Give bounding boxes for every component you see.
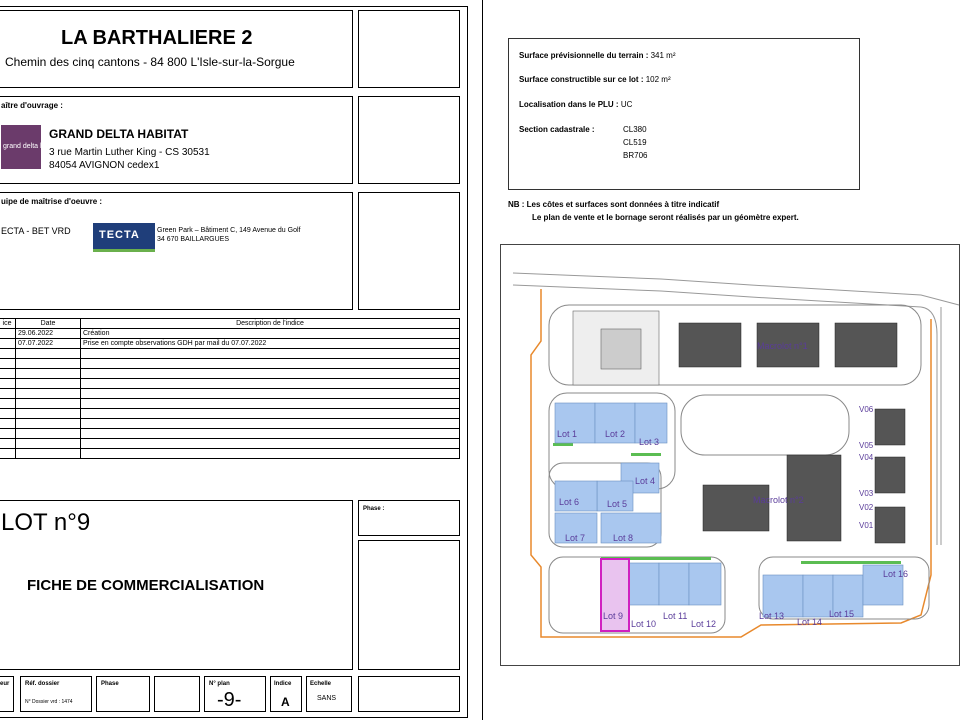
team-role: ECTA - BET VRD <box>1 226 71 236</box>
index-value: A <box>281 695 290 709</box>
owner-address-1: 3 rue Martin Luther King - CS 30531 <box>49 147 210 158</box>
footer-cell-scale: Echelle SANS <box>306 676 352 712</box>
macrolot-2-label: Macrolot n°2 <box>753 495 804 505</box>
villa-label: V02 <box>859 503 874 512</box>
revision-header <box>0 319 460 329</box>
lot-title: LOT n°9 <box>1 509 91 536</box>
lot-label: Lot 2 <box>605 429 626 439</box>
logo-text: grand delta habitat <box>3 143 61 150</box>
cadastre-value: BR706 <box>623 151 648 160</box>
team-box <box>0 192 353 310</box>
table-row <box>0 349 460 359</box>
lot-label: Lot 6 <box>559 497 580 507</box>
rev-cell: 07.07.2022 <box>16 339 81 349</box>
table-row <box>0 379 460 389</box>
lot-label: Lot 16 <box>883 569 909 579</box>
nb-line-1: NB : Les côtes et surfaces sont données à titre indicatif <box>508 200 720 209</box>
lot-box <box>0 500 353 670</box>
footer-cell-empty-2 <box>358 676 460 712</box>
owner-heading: aître d'ouvrage : <box>1 101 63 110</box>
table-row <box>0 419 460 429</box>
table-row <box>0 449 460 459</box>
rev-header-index: ice <box>0 319 16 329</box>
lot-label: Lot 9 <box>603 611 624 621</box>
rev-header-date: Date <box>16 319 81 329</box>
phase-box <box>358 500 460 536</box>
table-row <box>0 329 460 339</box>
plan-number: -9- <box>217 689 242 711</box>
footer-cell-index: Indice A <box>270 676 302 712</box>
table-row <box>0 359 460 369</box>
lot-label: Lot 13 <box>759 611 785 621</box>
lot-label: Lot 15 <box>829 609 855 619</box>
lot-subtitle: FICHE DE COMMERCIALISATION <box>27 577 265 594</box>
lot-label: Lot 1 <box>557 429 578 439</box>
lot-label: Lot 5 <box>607 499 628 509</box>
villa-label: V06 <box>859 405 874 414</box>
villa-label: V01 <box>859 521 874 530</box>
lot-label: Lot 10 <box>631 619 657 629</box>
footer-cell-empty-1 <box>154 676 200 712</box>
project-address: Chemin des cinq cantons - 84 800 L'Isle-sur-la-Sorgue <box>5 55 295 69</box>
side-box-2 <box>358 96 460 184</box>
cadastre-value: CL519 <box>623 138 647 147</box>
site-plan <box>500 244 960 666</box>
cadastre-value: CL380 <box>623 125 647 134</box>
nb-line-2: Le plan de vente et le bornage seront réalisés par un géomètre expert. <box>532 213 799 222</box>
footer-cell-plan: N° plan -9- <box>204 676 266 712</box>
rev-cell: Prise en compte observations GDH par mail du 07.07.2022 <box>81 339 460 349</box>
team-heading: uipe de maîtrise d'oeuvre : <box>1 197 103 206</box>
tecta-logo-text: TECTA <box>99 229 140 241</box>
table-row <box>0 339 460 349</box>
footer-cell-ref: Réf. dossier N° Dossier vrd : 1474 <box>20 676 92 712</box>
cadastre-label: Section cadastrale : <box>519 125 595 134</box>
table-row <box>0 429 460 439</box>
rev-cell: Création <box>81 329 460 339</box>
tecta-logo <box>93 223 155 252</box>
team-address-1: Green Park – Bâtiment C, 149 Avenue du Golf <box>157 227 301 234</box>
rev-cell <box>0 329 16 339</box>
table-row <box>0 399 460 409</box>
revision-table <box>0 318 460 459</box>
villa-label: V05 <box>859 441 874 450</box>
footer-cell-1: eur <box>0 676 14 712</box>
villa-label: V03 <box>859 489 874 498</box>
info-row: Localisation dans le PLU : UC <box>519 100 633 109</box>
side-box-4 <box>358 540 460 670</box>
villa-label: V04 <box>859 453 874 462</box>
footer-cell-phase: Phase <box>96 676 150 712</box>
side-box-1 <box>358 10 460 88</box>
lot-label: Lot 3 <box>639 437 660 447</box>
owner-box <box>0 96 353 184</box>
phase-label: Phase : <box>363 506 385 512</box>
rev-header-desc: Description de l'indice <box>81 319 460 329</box>
grand-delta-logo <box>1 125 61 169</box>
lot-label: Lot 11 <box>663 611 688 621</box>
info-box <box>508 38 860 190</box>
project-name: LA BARTHALIERE 2 <box>61 27 253 49</box>
rev-cell: 29.06.2022 <box>16 329 81 339</box>
table-row <box>0 439 460 449</box>
team-address-2: 34 670 BAILLARGUES <box>157 236 229 243</box>
rev-cell <box>0 339 16 349</box>
parking-area <box>573 311 659 385</box>
table-row <box>0 369 460 379</box>
macrolot-1-label: Macrolot n°1 <box>757 341 808 351</box>
project-box <box>0 10 353 88</box>
lot-label: Lot 7 <box>565 533 586 543</box>
lot-label: Lot 14 <box>797 617 823 627</box>
owner-name: GRAND DELTA HABITAT <box>49 127 189 141</box>
page-divider <box>482 0 483 720</box>
site-plan-drawing <box>501 245 959 665</box>
info-row: Surface constructible sur ce lot : 102 m² <box>519 75 671 84</box>
lot-label: Lot 8 <box>613 533 634 543</box>
table-row <box>0 409 460 419</box>
side-box-3 <box>358 192 460 310</box>
table-row <box>0 389 460 399</box>
info-row: Surface prévisionnelle du terrain : 341 m² <box>519 51 676 60</box>
lot-label: Lot 12 <box>691 619 717 629</box>
lot-label: Lot 4 <box>635 476 656 486</box>
owner-address-2: 84054 AVIGNON cedex1 <box>49 160 160 171</box>
